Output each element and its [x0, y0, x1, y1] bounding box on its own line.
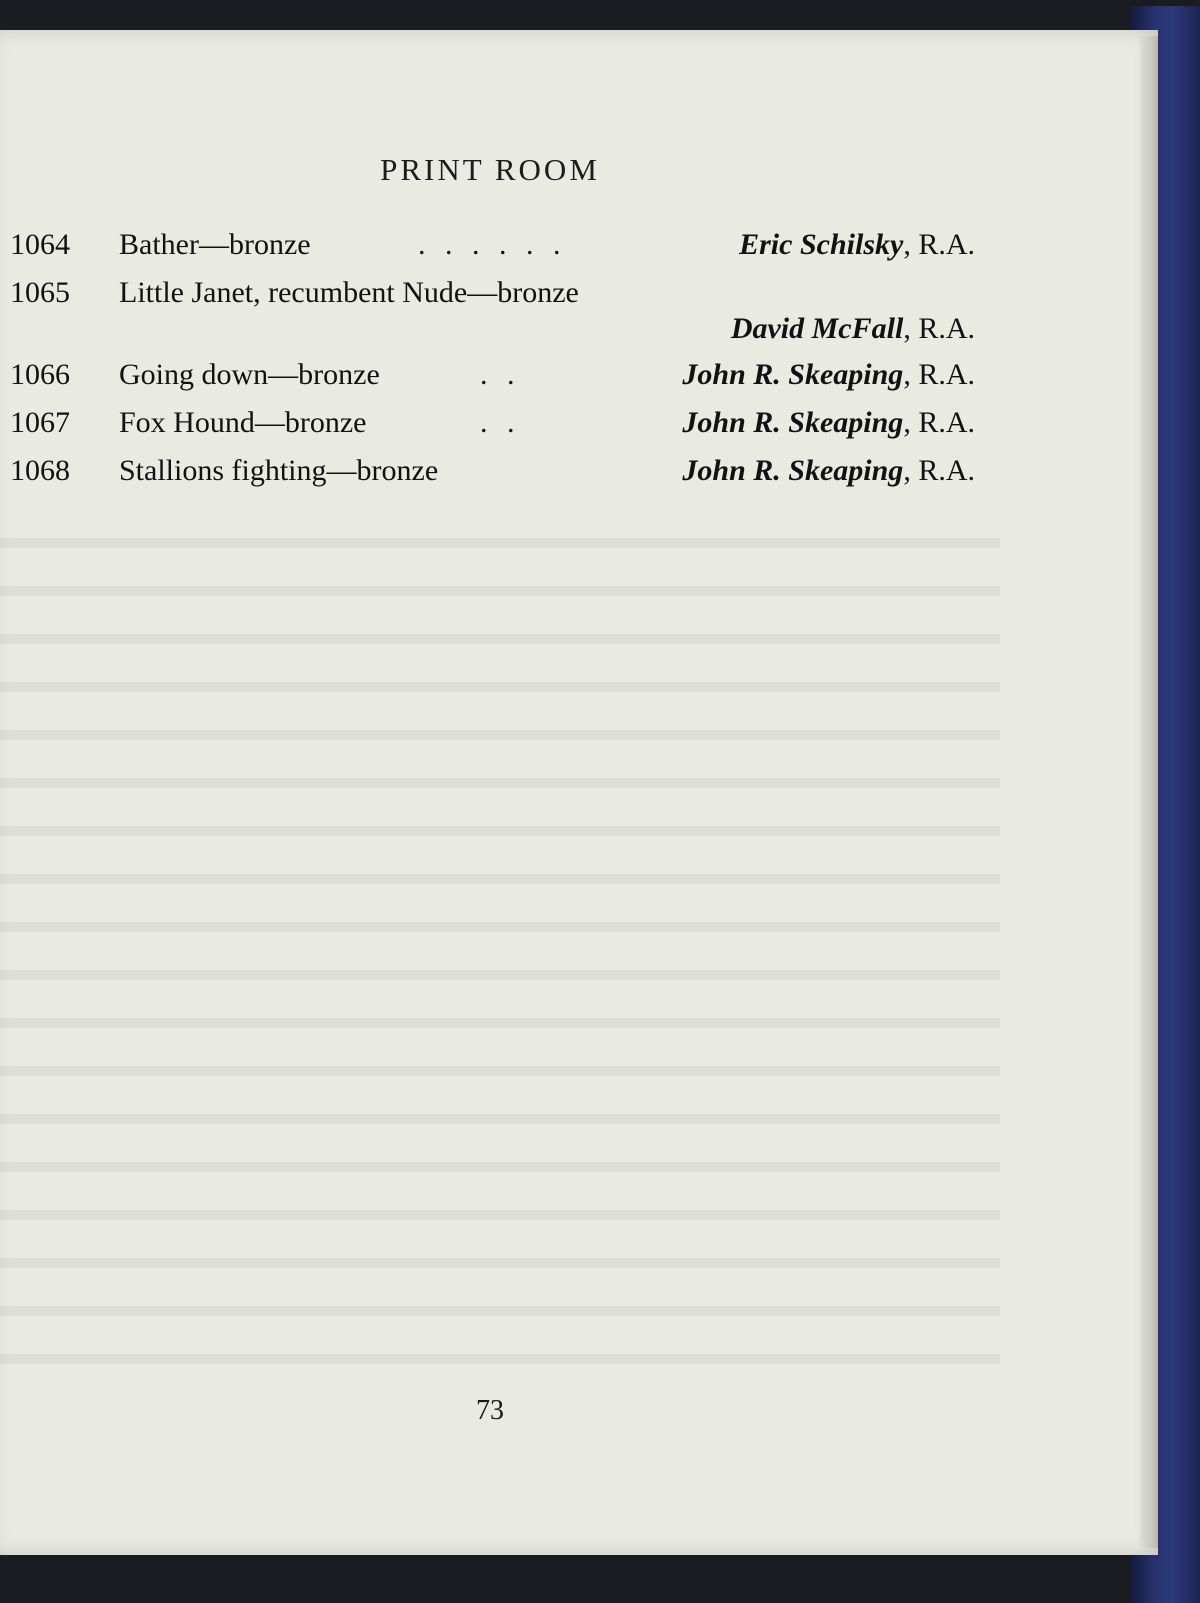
entry-artist: [739, 228, 975, 262]
entry-title: Little Janet, recumbent Nude—bronze: [119, 276, 579, 309]
entry-number: 1064: [10, 228, 70, 261]
catalogue-entry: [0, 454, 975, 502]
artist-name: David McFall: [730, 312, 904, 345]
dot-leader: . . . . . .: [418, 228, 567, 261]
artist-honours: , R.A.: [903, 312, 975, 345]
artist-honours: , R.A.: [903, 454, 975, 487]
catalogue-entry: [0, 406, 975, 454]
artist-honours: , R.A.: [903, 358, 975, 391]
dot-leader: . .: [480, 358, 521, 391]
entry-title: Fox Hound—bronze: [119, 406, 367, 439]
entry-artist: [731, 312, 975, 346]
artist-honours: , R.A.: [903, 228, 975, 261]
entry-title: Bather—bronze: [119, 228, 311, 261]
entry-artist: [682, 358, 975, 392]
artist-name: Eric Schilsky: [739, 228, 904, 261]
page-number: 73: [476, 1395, 504, 1426]
artist-name: John R. Skeaping: [682, 406, 904, 439]
artist-name: John R. Skeaping: [682, 454, 904, 487]
artist-name: John R. Skeaping: [682, 358, 904, 391]
entry-artist: [682, 406, 975, 440]
entry-artist: [682, 454, 975, 488]
catalogue-entry: [0, 358, 975, 406]
artist-honours: , R.A.: [903, 406, 975, 439]
entry-number: 1067: [10, 406, 70, 439]
entry-title: Going down—bronze: [119, 358, 380, 391]
bleed-through-text: [0, 510, 1000, 1390]
section-heading: PRINT ROOM: [380, 152, 600, 187]
entry-number: 1068: [10, 454, 70, 487]
catalogue-entry-continuation: [0, 312, 975, 360]
entry-title: Stallions fighting—bronze: [119, 454, 439, 487]
dot-leader: . .: [480, 406, 521, 439]
page-fore-edge: [1140, 36, 1158, 1548]
entry-number: 1065: [10, 276, 70, 309]
entry-number: 1066: [10, 358, 70, 391]
catalogue-entry: [0, 228, 975, 276]
